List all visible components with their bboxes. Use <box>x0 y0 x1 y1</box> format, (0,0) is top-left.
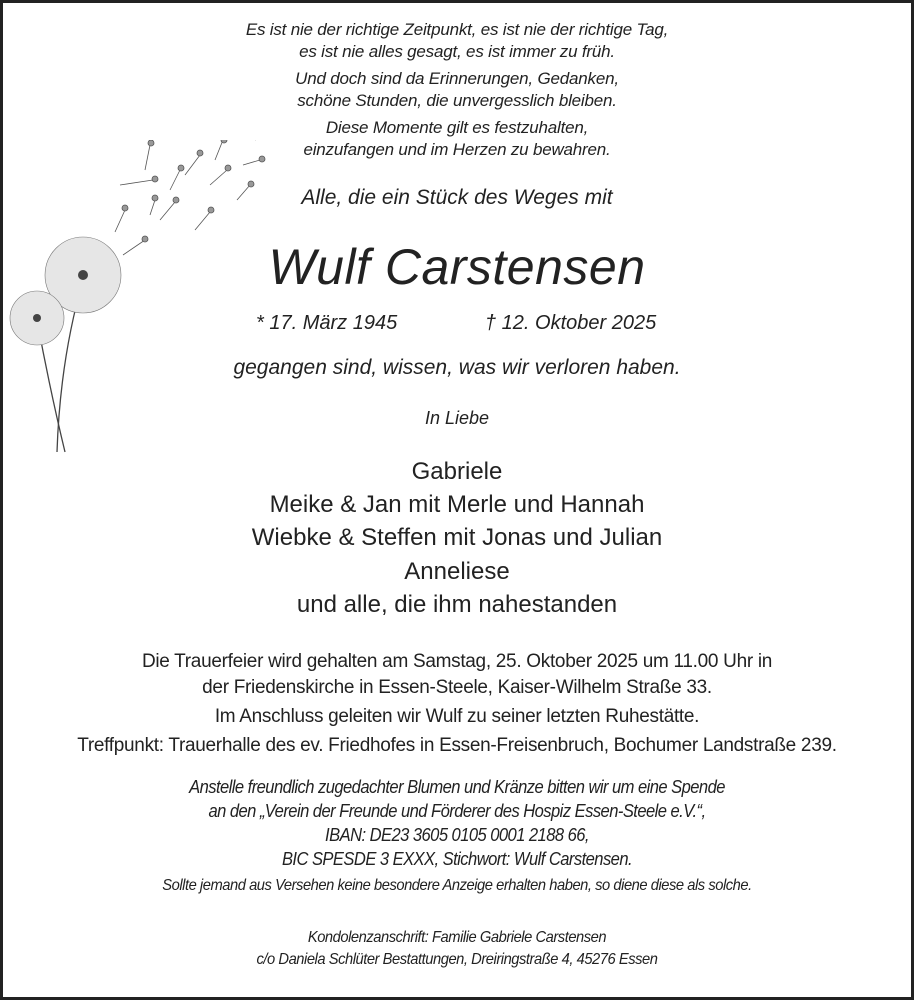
family-member: und alle, die ihm nahestanden <box>296 591 618 618</box>
outro-text: gegangen sind, wissen, was wir verloren haben. <box>233 356 681 379</box>
donation-info: IBAN: DE23 3605 0105 0001 2188 66, <box>325 825 589 845</box>
death-date: † 12. Oktober 2025 <box>485 312 657 334</box>
intro-text: Alle, die ein Stück des Weges mit <box>301 186 613 209</box>
in-love-text: In Liebe <box>424 408 490 428</box>
poem-line: Es ist nie der richtige Zeitpunkt, es ist nie der richtige Tag, <box>245 20 669 39</box>
family-member: Anneliese <box>404 558 510 585</box>
funeral-info: der Friedenskirche in Essen-Steele, Kaiser-Wilhelm Straße 33. <box>202 677 712 698</box>
funeral-info: Die Trauerfeier wird gehalten am Samstag, 25. Oktober 2025 um 11.00 Uhr in <box>141 651 773 672</box>
poem-line: Diese Momente gilt es festzuhalten, <box>325 118 589 137</box>
family-member: Wiebke & Steffen mit Jonas und Julian <box>251 524 663 551</box>
condolence-address: Kondolenzanschrift: Familie Gabriele Carstensen <box>307 929 607 946</box>
condolence-address: c/o Daniela Schlüter Bestattungen, Dreiringstraße 4, 45276 Essen <box>256 951 658 968</box>
funeral-info: Im Anschluss geleiten wir Wulf zu seiner letzten Ruhestätte. <box>214 706 700 727</box>
poem-line: einzufangen und im Herzen zu bewahren. <box>303 140 611 159</box>
family-member: Gabriele <box>411 458 503 485</box>
notice-text: Sollte jemand aus Versehen keine besondere Anzeige erhalten haben, so diene diese als solche. <box>162 877 752 894</box>
birth-date: * 17. März 1945 <box>256 312 398 334</box>
funeral-info: Treffpunkt: Trauerhalle des ev. Friedhofes in Essen-Freisenbruch, Bochumer Landstraße 239. <box>77 735 837 756</box>
poem-line: es ist nie alles gesagt, es ist immer zu früh. <box>299 42 615 61</box>
donation-info: BIC SPESDE 3 EXXX, Stichwort: Wulf Carstensen. <box>281 849 633 869</box>
deceased-name: Wulf Carstensen <box>268 239 646 295</box>
donation-info: an den „Verein der Freunde und Förderer des Hospiz Essen-Steele e.V.“, <box>208 801 706 821</box>
donation-info: Anstelle freundlich zugedachter Blumen und Kränze bitten wir um eine Spende <box>189 777 725 797</box>
family-member: Meike & Jan mit Merle und Hannah <box>269 491 645 518</box>
poem-line: Und doch sind da Erinnerungen, Gedanken, <box>295 69 619 88</box>
poem-line: schöne Stunden, die unvergesslich bleiben. <box>297 91 617 110</box>
